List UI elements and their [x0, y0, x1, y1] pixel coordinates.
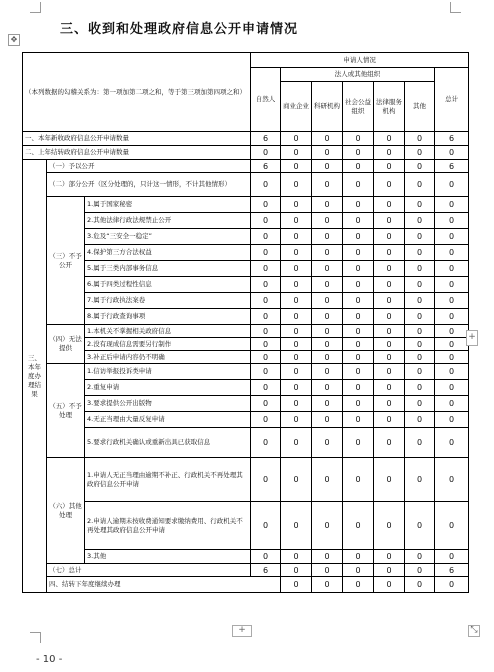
table-row	[23, 277, 469, 293]
value-cell: 0	[435, 458, 469, 502]
value-cell: 0	[343, 428, 374, 458]
value-cell: 0	[251, 428, 281, 458]
value-cell: 0	[312, 396, 343, 412]
value-cell: 0	[312, 132, 343, 146]
value-cell: 0	[312, 213, 343, 229]
value-cell: 0	[312, 458, 343, 502]
row-label: 1.信访举报投诉类申请	[85, 364, 251, 380]
value-cell: 0	[343, 502, 374, 550]
value-cell: 0	[281, 564, 312, 577]
value-cell: 0	[251, 550, 281, 564]
header-other: 其他	[405, 82, 435, 132]
value-cell: 0	[251, 229, 281, 245]
value-cell: 0	[374, 309, 405, 325]
value-cell: 0	[251, 412, 281, 428]
value-cell: 0	[343, 577, 374, 593]
group-not-processed-label: （五）不予处理	[47, 364, 85, 458]
value-cell: 0	[343, 412, 374, 428]
value-cell: 0	[343, 146, 374, 160]
table-row	[23, 229, 469, 245]
row-label: 1.属于国家秘密	[85, 197, 251, 213]
value-cell: 0	[374, 396, 405, 412]
row-label: 7.属于行政执法案卷	[85, 293, 251, 309]
value-cell: 0	[435, 577, 469, 593]
value-cell: 0	[251, 502, 281, 550]
value-cell: 0	[374, 277, 405, 293]
value-cell: 0	[435, 277, 469, 293]
row-label: 4.无正当理由大量反复申请	[85, 412, 251, 428]
table-row	[23, 502, 469, 550]
value-cell: 0	[405, 132, 435, 146]
table-row	[23, 458, 469, 502]
table-row	[23, 396, 469, 412]
value-cell: 0	[374, 364, 405, 380]
value-cell: 0	[312, 173, 343, 197]
value-cell: 0	[374, 293, 405, 309]
value-cell: 0	[435, 213, 469, 229]
value-cell: 0	[343, 325, 374, 338]
group-withheld-label: （三）不予公开	[47, 197, 85, 325]
value-cell: 0	[312, 412, 343, 428]
table-row	[23, 412, 469, 428]
row-label: 5.属于三类内部事务信息	[85, 261, 251, 277]
value-cell: 0	[281, 364, 312, 380]
value-cell: 0	[405, 428, 435, 458]
value-cell: 0	[405, 396, 435, 412]
value-cell: 0	[405, 261, 435, 277]
value-cell: 0	[343, 229, 374, 245]
value-cell: 0	[312, 338, 343, 351]
value-cell: 0	[374, 173, 405, 197]
value-cell: 0	[312, 351, 343, 364]
value-cell: 0	[405, 325, 435, 338]
value-cell: 0	[251, 396, 281, 412]
value-cell: 0	[343, 380, 374, 396]
value-cell: 0	[312, 564, 343, 577]
row-label: 2.其他法律行政法规禁止公开	[85, 213, 251, 229]
value-cell: 0	[343, 261, 374, 277]
value-cell: 0	[374, 245, 405, 261]
value-cell: 0	[405, 173, 435, 197]
value-cell: 0	[343, 277, 374, 293]
value-cell: 0	[343, 293, 374, 309]
value-cell: 0	[374, 428, 405, 458]
value-cell: 0	[435, 380, 469, 396]
info-disclosure-table	[22, 52, 469, 593]
value-cell: 0	[374, 338, 405, 351]
value-cell: 0	[312, 160, 343, 173]
row-subtotal	[23, 564, 469, 577]
value-cell: 0	[374, 564, 405, 577]
header-applicant: 申请人情况	[251, 53, 469, 68]
value-cell: 6	[251, 564, 281, 577]
value-cell: 0	[251, 309, 281, 325]
value-cell: 0	[312, 550, 343, 564]
value-cell: 6	[251, 132, 281, 146]
value-cell: 0	[343, 197, 374, 213]
table-row	[23, 550, 469, 564]
value-cell: 0	[405, 245, 435, 261]
value-cell: 0	[312, 245, 343, 261]
table-row	[23, 309, 469, 325]
value-cell: 0	[343, 364, 374, 380]
value-cell: 0	[281, 293, 312, 309]
add-row-button[interactable]: +	[232, 625, 252, 637]
value-cell: 0	[312, 309, 343, 325]
value-cell: 0	[251, 325, 281, 338]
value-cell: 0	[312, 277, 343, 293]
value-cell: 0	[374, 577, 405, 593]
row-partial	[23, 173, 469, 197]
value-cell: 0	[374, 550, 405, 564]
row-label: 四、结转下年度继续办理	[47, 577, 281, 593]
table-row	[23, 245, 469, 261]
value-cell: 0	[251, 351, 281, 364]
table-row	[23, 213, 469, 229]
crop-mark-top-right	[450, 2, 461, 13]
value-cell: 0	[405, 146, 435, 160]
value-cell: 0	[251, 338, 281, 351]
value-cell: 0	[435, 309, 469, 325]
value-cell: 0	[343, 564, 374, 577]
value-cell: 0	[312, 229, 343, 245]
row-label: 3.危及“三安全一稳定”	[85, 229, 251, 245]
value-cell: 0	[281, 160, 312, 173]
value-cell: 0	[251, 261, 281, 277]
row-label: 1.本机关不掌握相关政府信息	[85, 325, 251, 338]
value-cell: 0	[281, 197, 312, 213]
header-research: 科研机构	[312, 82, 343, 132]
value-cell: 0	[343, 245, 374, 261]
value-cell: 0	[435, 412, 469, 428]
value-cell: 0	[251, 293, 281, 309]
group-results-label: 三、本年度办理结果	[23, 160, 47, 593]
value-cell: 0	[251, 213, 281, 229]
value-cell: 0	[281, 229, 312, 245]
value-cell: 0	[435, 502, 469, 550]
row-carried-over	[23, 146, 469, 160]
header-legal-entity: 法人或其他组织	[281, 68, 435, 82]
value-cell: 0	[312, 364, 343, 380]
value-cell: 0	[343, 351, 374, 364]
value-cell: 0	[405, 412, 435, 428]
value-cell: 0	[374, 160, 405, 173]
row-label: 2.没有现成信息需要另行制作	[85, 338, 251, 351]
value-cell: 0	[312, 325, 343, 338]
header-legal-service: 法律服务机构	[374, 82, 405, 132]
table-row	[23, 380, 469, 396]
value-cell: 0	[405, 277, 435, 293]
row-label: 3.要求提供公开出版物	[85, 396, 251, 412]
value-cell: 0	[343, 132, 374, 146]
value-cell: 0	[281, 132, 312, 146]
value-cell: 0	[374, 213, 405, 229]
value-cell: 0	[312, 261, 343, 277]
value-cell: 0	[251, 277, 281, 293]
table-move-handle-icon[interactable]: ✥	[8, 34, 20, 46]
value-cell: 0	[281, 213, 312, 229]
value-cell: 0	[281, 428, 312, 458]
value-cell: 0	[405, 458, 435, 502]
value-cell: 0	[343, 309, 374, 325]
value-cell: 0	[435, 396, 469, 412]
crop-mark-bottom-left	[30, 632, 41, 643]
row-label: （七）总计	[47, 564, 251, 577]
value-cell: 0	[435, 245, 469, 261]
value-cell: 0	[312, 577, 343, 593]
row-label: 3.其他	[85, 550, 251, 564]
value-cell: 0	[281, 309, 312, 325]
value-cell: 0	[435, 338, 469, 351]
row-label: 一、本年新收政府信息公开申请数量	[23, 132, 251, 146]
value-cell: 0	[374, 412, 405, 428]
value-cell: 0	[405, 364, 435, 380]
value-cell: 0	[435, 146, 469, 160]
value-cell: 0	[435, 550, 469, 564]
value-cell: 0	[281, 173, 312, 197]
row-label: 4.保护第三方合法权益	[85, 245, 251, 261]
value-cell: 0	[435, 428, 469, 458]
row-new-applications	[23, 132, 469, 146]
value-cell: 0	[251, 173, 281, 197]
value-cell: 0	[251, 364, 281, 380]
row-label: 1.申请人无正当理由逾期不补正、行政机关不再处理其政府信息公开申请	[85, 458, 251, 502]
row-carry-forward	[23, 577, 469, 593]
header-note: （本列数据的勾稽关系为：第一项加第二项之和，等于第三项加第四项之和）	[25, 87, 246, 96]
crop-mark-top-left	[30, 2, 41, 13]
value-cell: 0	[435, 229, 469, 245]
header-note-cell	[23, 53, 251, 132]
value-cell: 0	[435, 293, 469, 309]
value-cell: 0	[251, 458, 281, 502]
value-cell: 0	[405, 577, 435, 593]
table-row	[23, 261, 469, 277]
group-other-processing-label: （六）其他处理	[47, 458, 85, 564]
value-cell: 0	[281, 396, 312, 412]
value-cell: 0	[312, 502, 343, 550]
value-cell: 0	[281, 577, 312, 593]
header-natural-person: 自然人	[251, 68, 281, 132]
value-cell: 0	[281, 146, 312, 160]
value-cell: 0	[312, 146, 343, 160]
resize-handle-icon[interactable]: ⤡	[468, 625, 480, 637]
value-cell: 0	[374, 325, 405, 338]
value-cell: 0	[435, 364, 469, 380]
table-row	[23, 293, 469, 309]
value-cell: 0	[435, 261, 469, 277]
page-number: - 10 -	[36, 654, 63, 665]
value-cell: 0	[251, 146, 281, 160]
value-cell: 0	[343, 396, 374, 412]
value-cell: 0	[251, 245, 281, 261]
header-commercial: 商业企业	[281, 82, 312, 132]
group-unavailable-label: （四）无法提供	[47, 325, 85, 364]
value-cell: 0	[405, 160, 435, 173]
value-cell: 0	[435, 351, 469, 364]
value-cell: 0	[374, 146, 405, 160]
value-cell: 0	[343, 550, 374, 564]
value-cell: 0	[374, 380, 405, 396]
table-row	[23, 338, 469, 351]
row-label: 2.重复申请	[85, 380, 251, 396]
value-cell: 6	[435, 564, 469, 577]
table-row	[23, 351, 469, 364]
value-cell: 0	[405, 550, 435, 564]
row-label: 2.申请人逾期未按收费通知要求缴纳费用、行政机关不再处理其政府信息公开申请	[85, 502, 251, 550]
value-cell: 0	[312, 197, 343, 213]
value-cell: 0	[343, 458, 374, 502]
value-cell: 0	[374, 229, 405, 245]
value-cell: 6	[435, 132, 469, 146]
value-cell: 6	[251, 160, 281, 173]
value-cell: 0	[281, 277, 312, 293]
row-label: （二）部分公开（区分处理的，只计这一情形，不计其他情形）	[47, 173, 251, 197]
value-cell: 0	[374, 132, 405, 146]
value-cell: 0	[405, 229, 435, 245]
value-cell: 0	[281, 550, 312, 564]
value-cell: 0	[281, 458, 312, 502]
value-cell: 0	[405, 293, 435, 309]
table-row	[23, 325, 469, 338]
value-cell: 0	[374, 197, 405, 213]
value-cell: 0	[312, 428, 343, 458]
value-cell: 0	[312, 293, 343, 309]
value-cell: 0	[374, 458, 405, 502]
value-cell: 0	[435, 325, 469, 338]
value-cell: 0	[251, 380, 281, 396]
row-label: 二、上年结转政府信息公开申请数量	[23, 146, 251, 160]
value-cell: 0	[251, 197, 281, 213]
value-cell: 0	[312, 380, 343, 396]
value-cell: 0	[281, 338, 312, 351]
header-total: 总计	[435, 68, 469, 132]
table-row	[23, 197, 469, 213]
row-label: 5.要求行政机关确认或重新出具已获取信息	[85, 428, 251, 458]
row-label: 3.补正后申请内容仍不明确	[85, 351, 251, 364]
table-row	[23, 428, 469, 458]
value-cell: 0	[281, 261, 312, 277]
row-label: 8.属于行政查询事项	[85, 309, 251, 325]
row-disclosed	[23, 160, 469, 173]
value-cell: 0	[435, 197, 469, 213]
section-title: 三、收到和处理政府信息公开申请情况	[60, 22, 299, 37]
row-label: （一）予以公开	[47, 160, 251, 173]
header-social: 社会公益组织	[343, 82, 374, 132]
value-cell: 0	[374, 502, 405, 550]
value-cell: 0	[405, 197, 435, 213]
value-cell: 0	[405, 351, 435, 364]
value-cell: 0	[281, 325, 312, 338]
value-cell: 0	[374, 351, 405, 364]
value-cell: 0	[435, 173, 469, 197]
value-cell: 0	[405, 309, 435, 325]
value-cell: 0	[405, 213, 435, 229]
value-cell: 0	[343, 213, 374, 229]
value-cell: 0	[281, 380, 312, 396]
value-cell: 0	[343, 338, 374, 351]
value-cell: 0	[343, 173, 374, 197]
value-cell: 0	[405, 564, 435, 577]
value-cell: 0	[405, 502, 435, 550]
value-cell: 0	[281, 245, 312, 261]
value-cell: 0	[405, 380, 435, 396]
row-label: 6.属于四类过程性信息	[85, 277, 251, 293]
value-cell: 0	[343, 160, 374, 173]
value-cell: 0	[281, 502, 312, 550]
value-cell: 0	[374, 261, 405, 277]
value-cell: 0	[281, 412, 312, 428]
add-column-button[interactable]: +	[466, 330, 478, 346]
value-cell: 0	[281, 351, 312, 364]
value-cell: 6	[435, 160, 469, 173]
value-cell: 0	[405, 338, 435, 351]
table-row	[23, 364, 469, 380]
